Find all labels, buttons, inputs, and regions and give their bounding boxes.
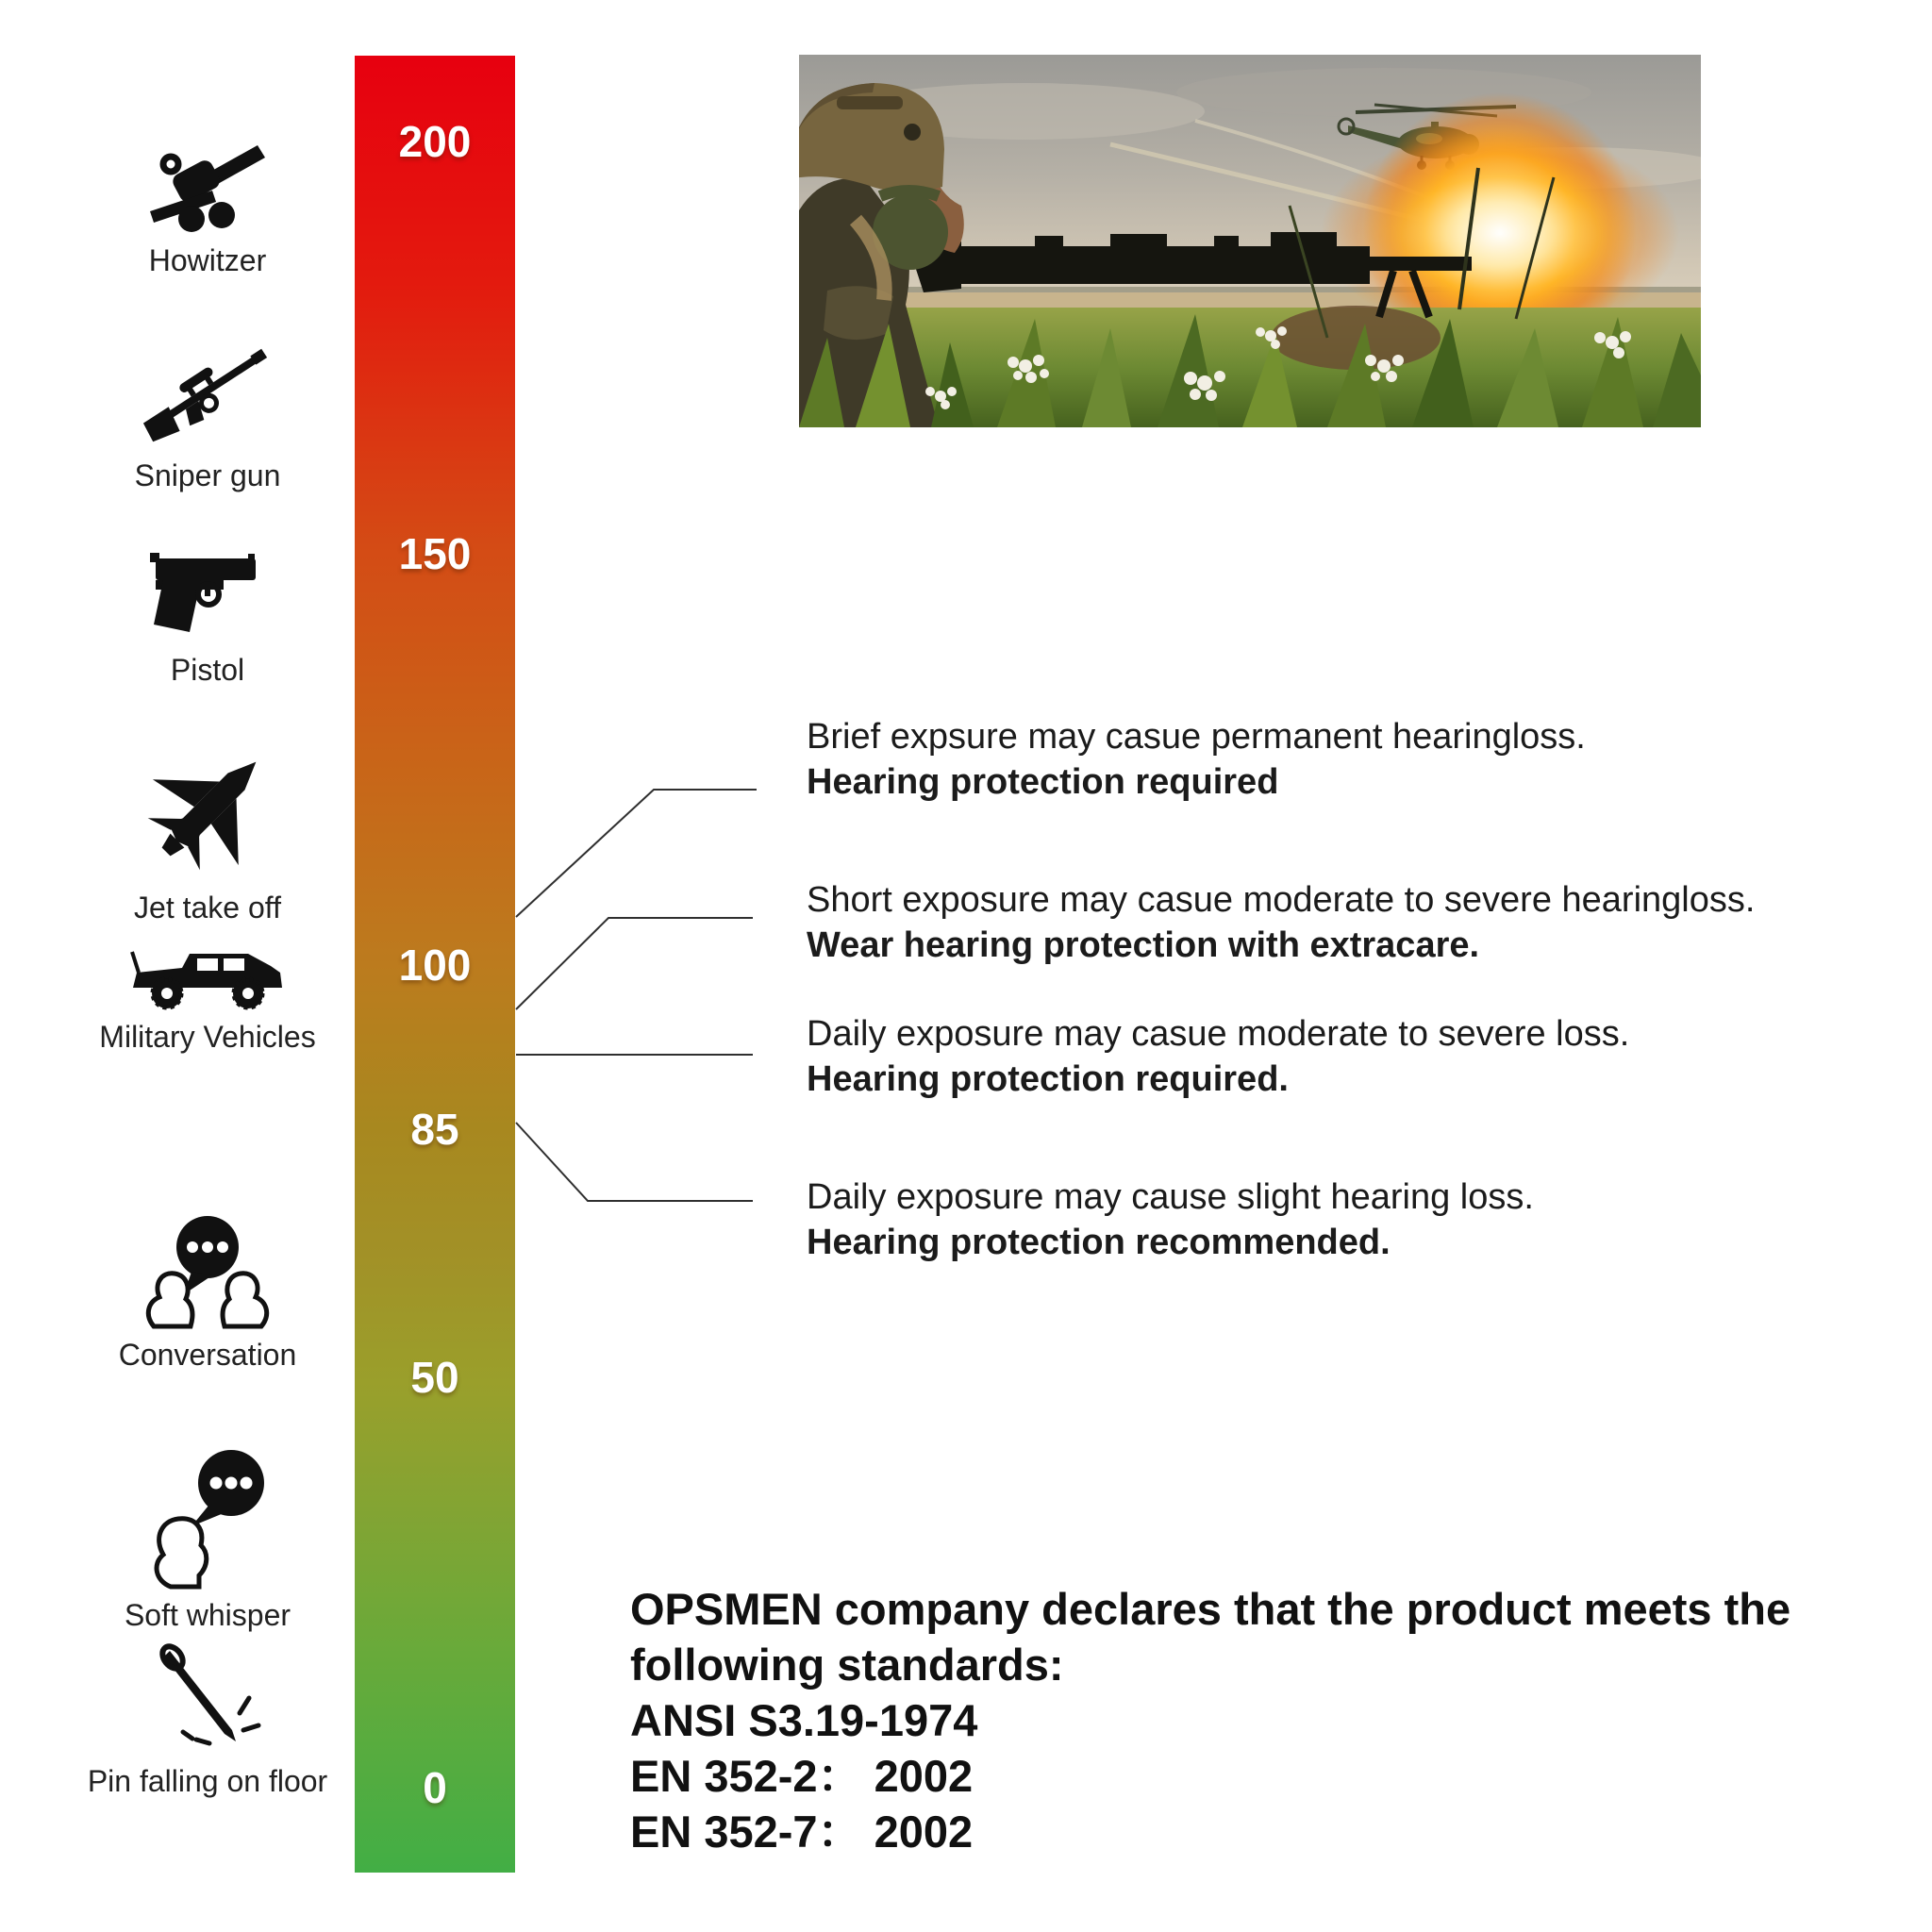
annotation-brief-exposure [807,714,1891,805]
conversation-icon [137,1209,278,1332]
howitzer-icon [137,132,278,238]
declaration-line: ANSI S3.19-1974 [630,1695,978,1745]
annotation-line: Brief expsure may casue permanent hearingloss. [807,717,1586,757]
source-label: Pin falling on floor [87,1764,328,1798]
jet-icon [132,736,283,885]
connector-line-4 [516,1123,753,1201]
source-label: Jet take off [134,891,281,924]
tick-200: 200 [398,117,472,166]
annotation-line: Daily exposure may casue moderate to severe loss. [807,1014,1630,1054]
source-sniper-gun [57,328,358,492]
source-label: Howitzer [148,243,267,277]
annotation-line: Daily exposure may cause slight hearing loss. [807,1177,1534,1217]
decibel-scale-bar [355,56,515,1873]
source-jet [57,736,358,924]
tick-100: 100 [398,941,472,990]
annotation-daily-exposure-slight [807,1174,1891,1265]
connector-line-1 [516,790,757,917]
sniper-gun-icon [132,328,283,453]
source-military-vehicles [57,939,358,1054]
source-howitzer [57,132,358,277]
declaration-line: EN 352-2： 2002 [630,1751,974,1801]
annotation-bold-line: Hearing protection recommended. [807,1223,1391,1262]
battlefield-photo-scene [799,55,1701,427]
source-pistol [57,534,358,687]
tick-150: 150 [398,529,472,578]
source-label: Soft whisper [124,1598,291,1632]
standards-declaration [630,1581,1894,1859]
military-vehicle-icon [127,939,288,1014]
tick-85: 85 [410,1105,459,1154]
source-conversation [57,1209,358,1372]
source-soft-whisper [57,1441,358,1632]
annotation-bold-line: Wear hearing protection with extracare. [807,925,1480,965]
battlefield-photo [799,55,1701,427]
annotation-bold-line: Hearing protection required [807,762,1279,802]
annotation-daily-exposure-severe [807,1011,1891,1102]
source-label: Pistol [170,653,245,687]
pin-falling-icon [142,1638,274,1758]
annotation-line: Short exposure may casue moderate to severe hearingloss. [807,880,1756,920]
declaration-line: EN 352-7： 2002 [630,1807,974,1857]
annotation-bold-line: Hearing protection required. [807,1059,1289,1099]
connector-line-2 [516,918,753,1009]
source-label: Sniper gun [134,458,281,492]
annotation-short-exposure [807,877,1891,968]
source-label: Military Vehicles [99,1020,316,1054]
declaration-line: OPSMEN company declares that the product meets the [630,1584,1791,1634]
tick-50: 50 [410,1353,459,1402]
soft-whisper-icon [137,1441,278,1592]
source-pin-falling [57,1638,358,1798]
tick-0: 0 [423,1763,447,1812]
pistol-icon [148,534,267,647]
source-label: Conversation [118,1338,297,1372]
declaration-line: following standards: [630,1640,1064,1690]
